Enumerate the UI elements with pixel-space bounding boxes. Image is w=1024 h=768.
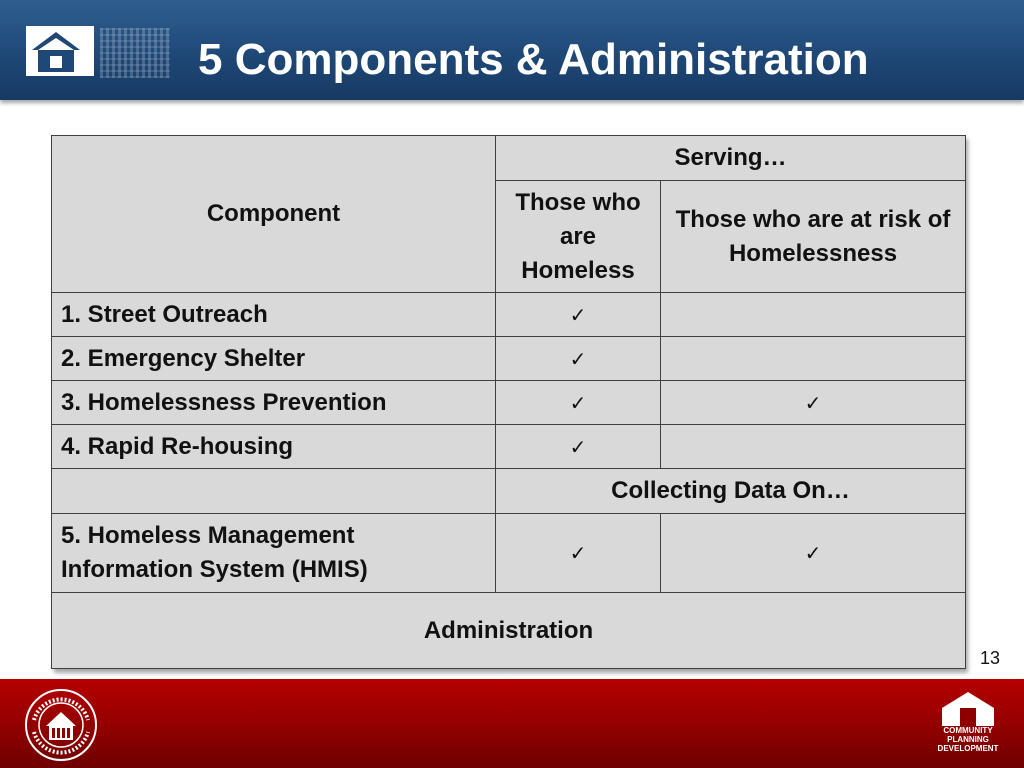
header-collecting-data: Collecting Data On… xyxy=(496,469,966,514)
page-number: 13 xyxy=(979,648,1000,668)
header-at-risk: Those who are at risk of Homelessness xyxy=(661,181,966,293)
check-icon: ✓ xyxy=(496,425,661,469)
cpd-logo-text xyxy=(936,726,1000,753)
check-icon: ✓ xyxy=(661,514,966,593)
table-row xyxy=(52,337,966,381)
header-component: Component xyxy=(52,136,496,293)
footer-banner xyxy=(0,679,1024,768)
row-label: 4. Rapid Re-housing xyxy=(52,425,496,469)
empty-cell xyxy=(661,293,966,337)
header-homeless: Those who are Homeless xyxy=(496,181,661,293)
hmis-label-line1: 5. Homeless Management xyxy=(61,522,355,549)
check-icon: ✓ xyxy=(496,381,661,425)
cpd-logo xyxy=(936,690,1000,760)
header-banner xyxy=(0,0,1024,100)
hmis-label xyxy=(52,514,496,593)
check-icon: ✓ xyxy=(496,293,661,337)
empty-cell xyxy=(661,425,966,469)
cpd-line3: DEVELOPMENT xyxy=(937,744,999,753)
empty-cell xyxy=(661,337,966,381)
check-icon: ✓ xyxy=(496,514,661,593)
check-icon: ✓ xyxy=(496,337,661,381)
cpd-line2: PLANNING xyxy=(947,735,989,744)
row-label: 1. Street Outreach xyxy=(52,293,496,337)
house-logo-icon xyxy=(26,26,94,76)
table-row xyxy=(52,514,966,593)
cpd-house-icon xyxy=(936,690,1000,726)
page-title: 5 Components & Administration xyxy=(198,35,869,84)
table-row xyxy=(52,425,966,469)
row-label: 2. Emergency Shelter xyxy=(52,337,496,381)
header-serving: Serving… xyxy=(496,136,966,181)
header-texture xyxy=(100,28,170,78)
cpd-line1: COMMUNITY xyxy=(943,726,993,735)
hmis-label-line2: Information System (HMIS) xyxy=(61,556,368,583)
hud-seal-icon xyxy=(24,688,98,762)
check-icon: ✓ xyxy=(661,381,966,425)
empty-cell xyxy=(52,469,496,514)
table-row xyxy=(52,381,966,425)
administration-row: Administration xyxy=(52,593,966,669)
row-label: 3. Homelessness Prevention xyxy=(52,381,496,425)
components-table xyxy=(51,135,965,669)
table-row xyxy=(52,293,966,337)
